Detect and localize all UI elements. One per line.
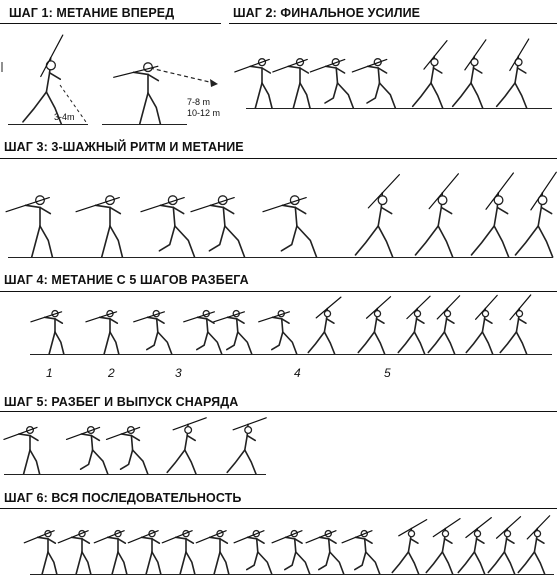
step-2-athlete-2 [273, 59, 310, 108]
step-4-athlete-9 [398, 296, 430, 354]
step-5-athlete-3 [107, 427, 148, 474]
step-2-athlete-5 [413, 41, 447, 108]
step-4-athlete-6 [259, 311, 297, 354]
step-4-stride-1: 1 [46, 366, 53, 380]
step-2-title: ШАГ 2: ФИНАЛЬНОЕ УСИЛИЕ [233, 6, 421, 20]
step-4-athlete-2 [86, 311, 119, 354]
step-4-athlete-3 [134, 311, 172, 354]
step-4-athlete-4 [184, 311, 222, 354]
step-6-athlete-14 [488, 517, 520, 574]
step-6-athlete-15 [518, 516, 549, 574]
step-4-athlete-12 [500, 295, 530, 354]
step-2-athlete-3 [310, 59, 353, 108]
step-4-stride-3: 3 [175, 366, 182, 380]
step-3-athlete-1 [6, 196, 52, 257]
step-4-athlete-7 [308, 297, 341, 354]
step-6-athlete-3 [94, 531, 127, 574]
step-6-athlete-11 [392, 520, 426, 574]
step-4-stride-4: 4 [294, 366, 301, 380]
step-2-athlete-4 [352, 59, 395, 108]
step-6-athlete-5 [162, 531, 195, 574]
step-5-athlete-2 [67, 427, 108, 474]
step-1-distance-mid: 7-8 m [187, 97, 211, 107]
step-6-athlete-4 [128, 531, 161, 574]
step-5-athlete-4 [167, 418, 206, 474]
step-1-distance-far: 10-12 m [187, 108, 221, 118]
step-3-athlete-6 [355, 175, 399, 257]
step-3-athlete-9 [515, 172, 556, 257]
step-6-athlete-12 [426, 519, 460, 574]
step-1-title: ШАГ 1: МЕТАНИЕ ВПЕРЕД [9, 6, 175, 20]
step-6-athlete-2 [58, 531, 91, 574]
step-6-athlete-13 [458, 518, 491, 574]
step-4-athlete-1 [31, 311, 64, 354]
step-6-athlete-6 [196, 531, 229, 574]
step-6-athlete-1 [24, 531, 57, 574]
step-2-athlete-6 [453, 40, 486, 108]
step-1-athlete-overhead [23, 35, 63, 124]
step-5-athlete-1 [4, 427, 40, 474]
step-1-arrow-head [210, 79, 218, 87]
step-1-short-trajectory [60, 85, 86, 122]
step-4-athlete-8 [358, 297, 390, 354]
step-6-title: ШАГ 6: ВСЯ ПОСЛЕДОВАТЕЛЬНОСТЬ [4, 491, 242, 505]
step-3-athlete-7 [415, 174, 458, 257]
step-1-distance-short: 3-4m [54, 112, 75, 122]
step-5-title: ШАГ 5: РАЗБЕГ И ВЫПУСК СНАРЯДА [4, 395, 239, 409]
step-6-athlete-9 [306, 531, 344, 574]
step-6-athlete-8 [272, 531, 310, 574]
step-3-athlete-8 [471, 173, 513, 257]
step-2-athlete-7 [497, 39, 529, 108]
step-1-athlete-side [114, 63, 161, 124]
step-3-athlete-2 [76, 196, 122, 257]
step-6-athlete-7 [234, 531, 272, 574]
step-4-stride-5: 5 [384, 366, 391, 380]
step-4-athlete-11 [466, 295, 497, 354]
step-3-athlete-5 [263, 196, 317, 257]
step-6-athlete-10 [342, 531, 380, 574]
step-4-athlete-10 [428, 296, 459, 354]
step-3-title: ШАГ 3: 3-ШАЖНЫЙ РИТМ И МЕТАНИЕ [4, 140, 244, 154]
step-3-athlete-3 [141, 196, 195, 257]
step-5-athlete-5 [227, 418, 266, 474]
step-2-athlete-1 [235, 59, 272, 108]
step-3-athlete-4 [191, 196, 245, 257]
step-4-title: ШАГ 4: МЕТАНИЕ С 5 ШАГОВ РАЗБЕГА [4, 273, 249, 287]
step-1-long-trajectory [150, 68, 218, 84]
step-4-stride-2: 2 [108, 366, 115, 380]
